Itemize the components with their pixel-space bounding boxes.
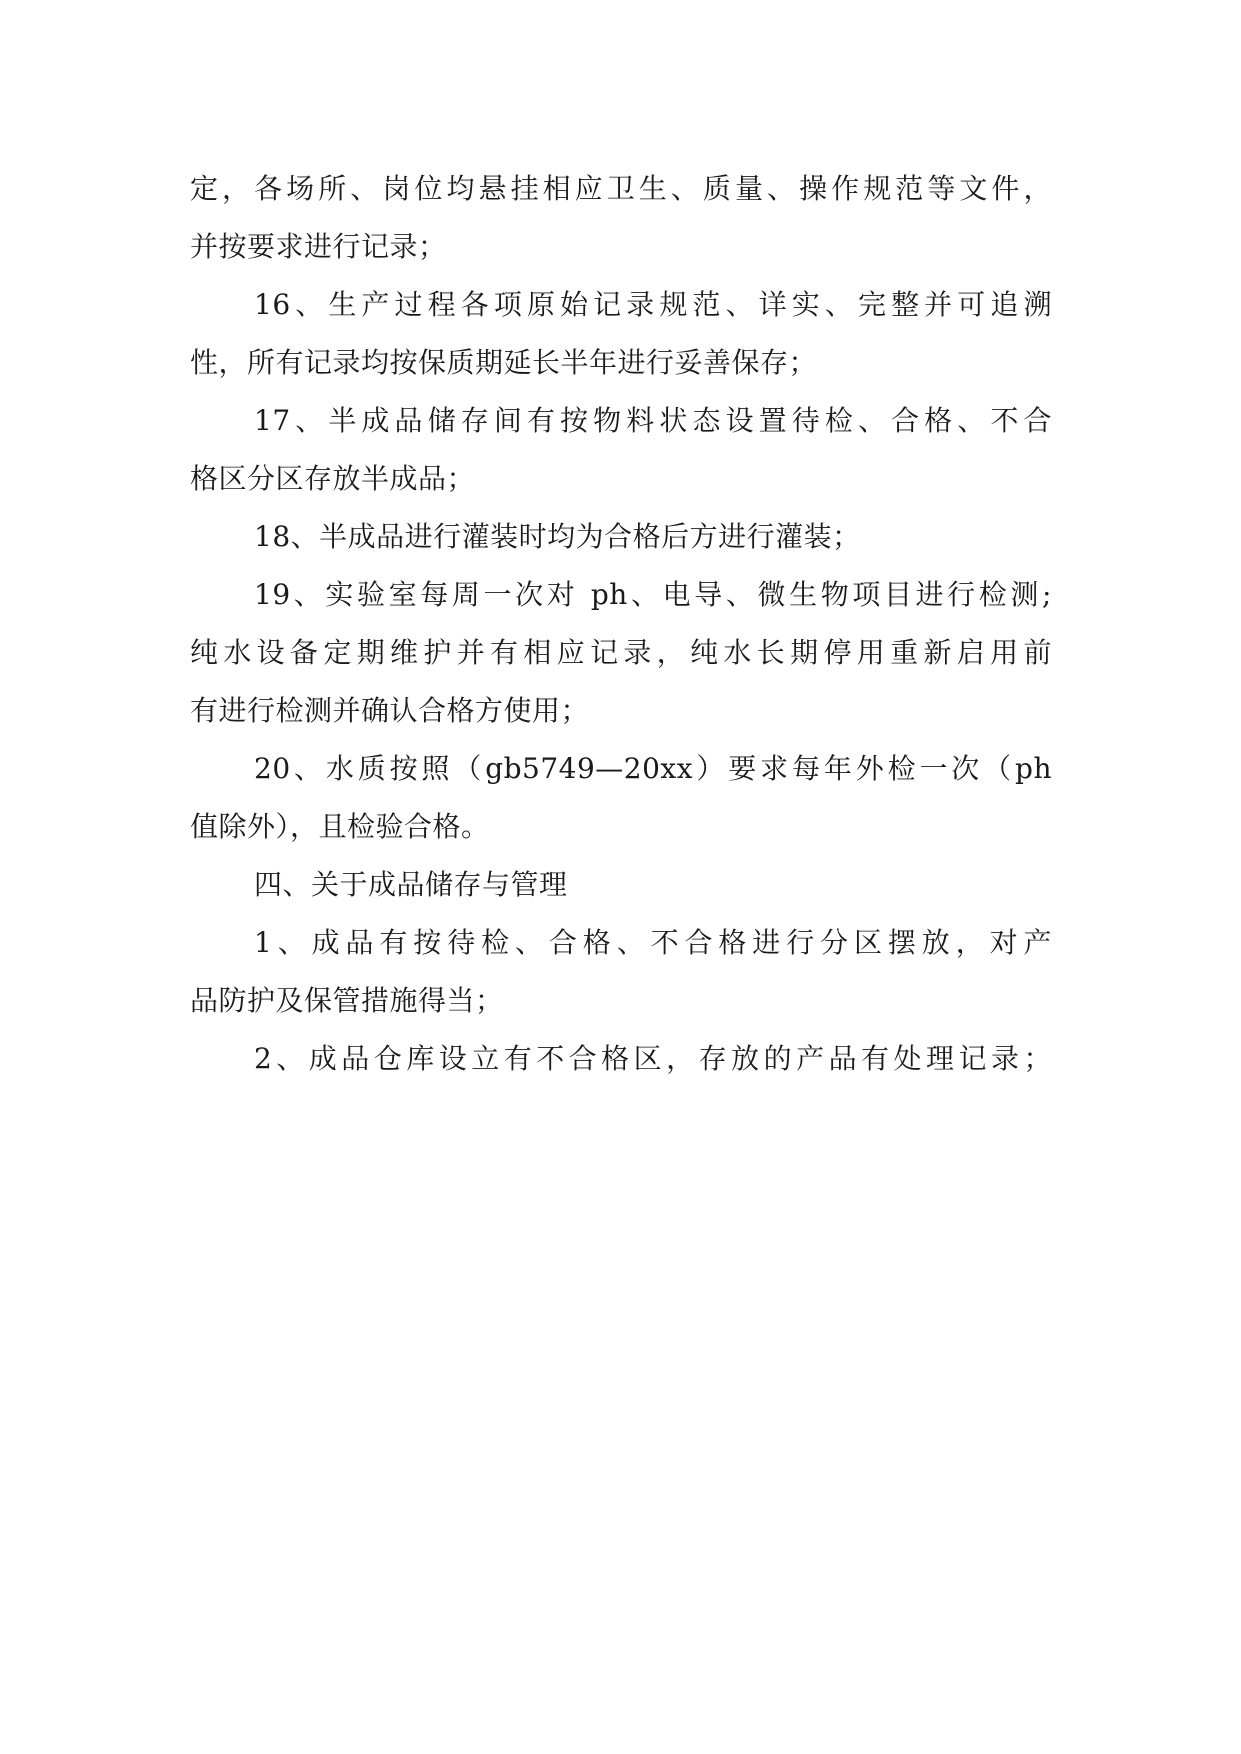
text-line: 值除外），且检验合格。 — [190, 810, 490, 843]
text-line: 19、实验室每周一次对 ph、电导、微生物项目进行检测; — [254, 578, 1052, 611]
text-line: 1、成品有按待检、合格、不合格进行分区摆放，对产 — [254, 926, 1052, 959]
text-line: 17、半成品储存间有按物料状态设置待检、合格、不合 — [254, 404, 1052, 437]
section-heading: 四、关于成品储存与管理 — [254, 868, 568, 901]
text-line: 18、半成品进行灌装时均为合格后方进行灌装； — [254, 520, 861, 553]
text-line: 并按要求进行记录； — [190, 230, 447, 263]
text-line: 品防护及保管措施得当； — [190, 984, 504, 1017]
text-line: 16、生产过程各项原始记录规范、详实、完整并可追溯 — [254, 288, 1052, 321]
text-line: 纯水设备定期维护并有相应记录，纯水长期停用重新启用前 — [190, 636, 1052, 669]
text-line: 2、成品仓库设立有不合格区，存放的产品有处理记录； — [254, 1042, 1052, 1075]
text-line: 性，所有记录均按保质期延长半年进行妥善保存； — [190, 346, 818, 379]
document-body — [190, 160, 1052, 1088]
text-line: 格区分区存放半成品； — [190, 462, 476, 495]
text-line: 20、水质按照（gb5749—20xx）要求每年外检一次（ph — [254, 752, 1052, 785]
text-line: 有进行检测并确认合格方使用； — [190, 694, 590, 727]
text-line: 定，各场所、岗位均悬挂相应卫生、质量、操作规范等文件， — [190, 172, 1052, 205]
